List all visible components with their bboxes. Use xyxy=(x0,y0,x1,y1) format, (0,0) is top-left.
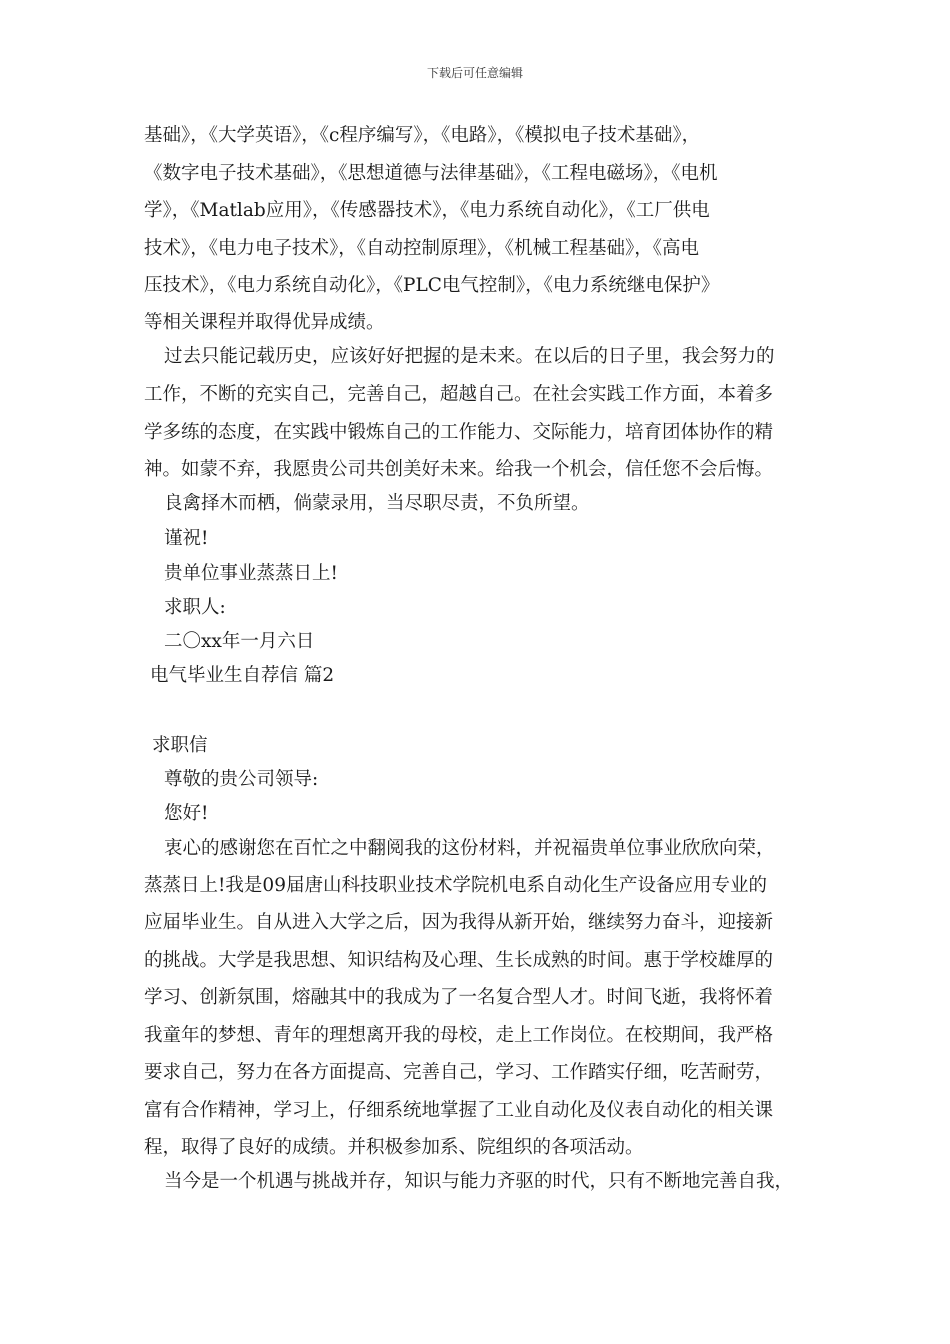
body-line: 富有合作精神，学习上，仔细系统地掌握了工业自动化及仪表自动化的相关课 xyxy=(144,1100,774,1121)
page-header: 下载后可任意编辑 xyxy=(426,66,523,80)
paragraph-start: 衷心的感谢您在百忙之中翻阅我的这份材料，并祝福贵单位事业欣欣向荣， xyxy=(164,838,775,859)
paragraph-start: 过去只能记载历史，应该好好把握的是未来。在以后的日子里，我会努力的 xyxy=(164,346,775,367)
body-line: 应届毕业生。自从进入大学之后，因为我得从新开始，继续努力奋斗，迎接新 xyxy=(144,912,774,933)
greeting: 您好! xyxy=(164,803,209,824)
body-line: 压技术》，《电力系统自动化》，《PLC电气控制》，《电力系统继电保护》 xyxy=(144,275,720,296)
body-line: 工作，不断的充实自己，完善自己，超越自己。在社会实践工作方面，本着多 xyxy=(144,384,774,405)
paragraph-start: 当今是一个机遇与挑战并存，知识与能力齐驱的时代，只有不断地完善自我， xyxy=(164,1171,794,1192)
salutation: 尊敬的贵公司领导: xyxy=(164,769,319,790)
body-line: 《数字电子技术基础》，《思想道德与法律基础》，《工程电磁场》，《电机 xyxy=(144,163,718,184)
date-line: 二〇xx年一月六日 xyxy=(164,631,315,652)
body-line: 蒸蒸日上!我是09届唐山科技职业技术学院机电系自动化生产设备应用专业的 xyxy=(144,875,767,896)
closing-line: 谨祝! xyxy=(164,528,209,549)
body-line: 学多练的态度，在实践中锻炼自己的工作能力、交际能力，培育团体协作的精 xyxy=(144,422,774,443)
section-title: 电气毕业生自荐信 篇2 xyxy=(150,665,335,686)
body-line: 学》，《Matlab应用》，《传感器技术》，《电力系统自动化》，《工厂供电 xyxy=(144,200,710,221)
body-line: 的挑战。大学是我思想、知识结构及心理、生长成熟的时间。惠于学校雄厚的 xyxy=(144,950,774,971)
signature-label: 求职人: xyxy=(164,597,226,618)
body-line: 基础》，《大学英语》，《c程序编写》，《电路》，《模拟电子技术基础》， xyxy=(144,125,701,146)
letter-title: 求职信 xyxy=(152,735,208,756)
closing-line: 贵单位事业蒸蒸日上! xyxy=(164,563,338,584)
body-line: 等相关课程并取得优异成绩。 xyxy=(144,312,385,333)
body-line: 神。如蒙不弃，我愿贵公司共创美好未来。给我一个机会，信任您不会后悔。 xyxy=(144,459,774,480)
body-line: 我童年的梦想、青年的理想离开我的母校，走上工作岗位。在校期间，我严格 xyxy=(144,1025,774,1046)
body-line: 技术》，《电力电子技术》，《自动控制原理》，《机械工程基础》，《高电 xyxy=(144,238,700,259)
body-line: 程，取得了良好的成绩。并积极参加系、院组织的各项活动。 xyxy=(144,1137,644,1158)
body-line: 学习、创新氛围，熔融其中的我成为了一名复合型人才。时间飞逝，我将怀着 xyxy=(144,987,774,1008)
paragraph-start: 良禽择木而栖，倘蒙录用，当尽职尽责，不负所望。 xyxy=(164,493,590,514)
body-line: 要求自己，努力在各方面提高、完善自己，学习、工作踏实仔细，吃苦耐劳， xyxy=(144,1062,774,1083)
